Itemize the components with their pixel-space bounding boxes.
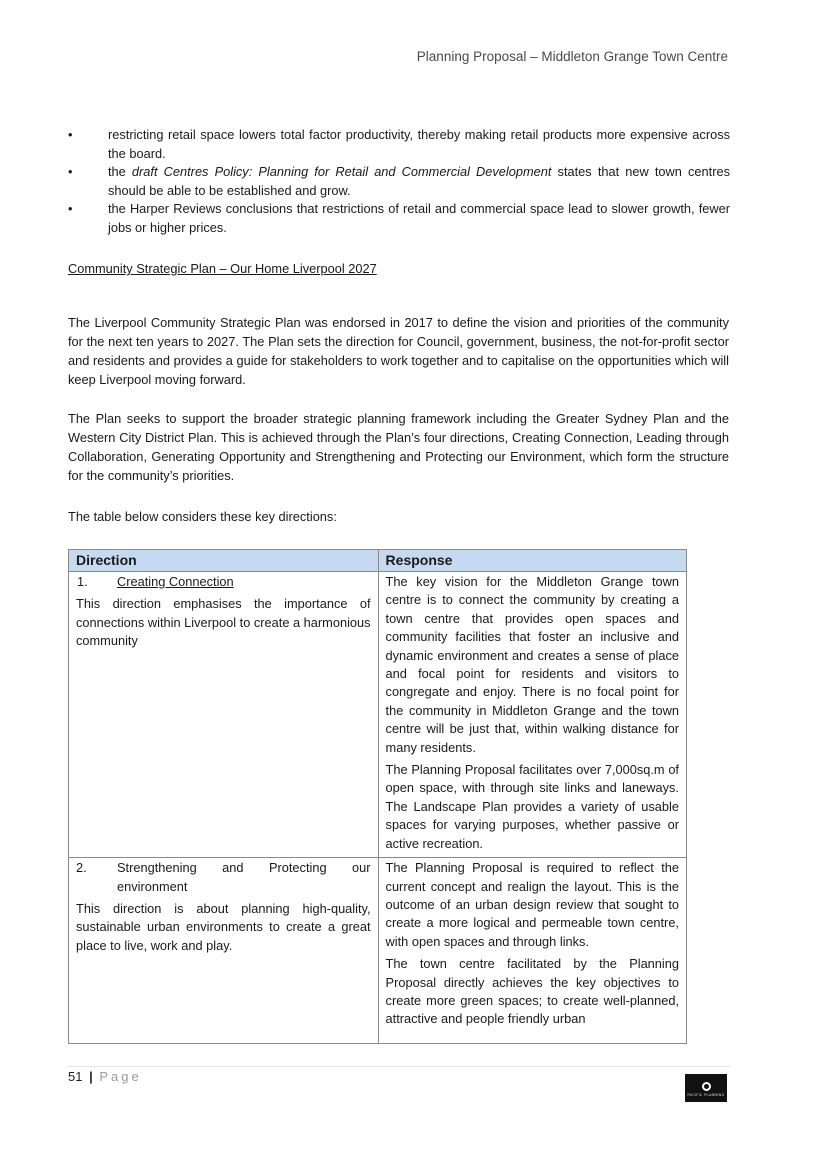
page-number-value: 51 (68, 1069, 83, 1084)
paragraph-plan-endorsed: The Liverpool Community Strategic Plan was endorsed in 2017 to define the vision and priorities of the community for the next ten years to 2027. The Plan sets the direction for Council, government, business, the not-for-profit sector and residents and provides a guide for stakeholders to work together and to capitalise on the opportunities which will keep Liverpool moving forward. (68, 315, 729, 387)
paragraph-table-intro: The table below considers these key directions: (68, 509, 337, 524)
bullet-item (68, 163, 730, 200)
response-cell (378, 572, 686, 858)
footer-divider (68, 1066, 730, 1067)
bullet-text-after: states that new town centres should be able to be established and grow. (108, 164, 730, 198)
logo-mark-icon (702, 1082, 711, 1091)
response-paragraph: The key vision for the Middleton Grange town centre is to connect the community by creating a town centre that provides open spaces and community facilities that foster an inclusive and dynamic environment and creates a sense of place and focal point for residents and visitors to congregate and enjoy. There is no focal point for the community in Middleton Grange and the town centre will be just that, within walking distance for many residents. (385, 574, 679, 755)
bullet-item (68, 126, 730, 163)
direction-title-line2: environment (117, 878, 188, 894)
response-paragraph: The Planning Proposal is required to reflect the current concept and realign the layout. This is the outcome of an urban design review that sought to create a more logical and permeable town centre, with open spaces and through links. (385, 860, 679, 949)
response-cell (378, 858, 686, 1044)
page-number-separator: | (89, 1069, 93, 1084)
policy-title-italic: draft Centres Policy: Planning for Retail and Commercial Development (131, 164, 552, 180)
paragraph-plan-support: The Plan seeks to support the broader strategic planning framework including the Greater Sydney Plan and the Western City District Plan. This is achieved through the Plan’s four directions, Creating Connection, Leading through Collaboration, Generating Opportunity and Strengthening and Protecting our Environment, which form the structure for the community’s priorities. (68, 411, 729, 483)
bullet-symbol: • (68, 127, 73, 142)
bullet-list (68, 126, 730, 238)
table-header-row (69, 550, 687, 572)
direction-number: 2. (76, 860, 87, 876)
table-row (69, 572, 687, 858)
header-response: Response (378, 550, 686, 572)
page-header-title: Planning Proposal – Middleton Grange Town Centre (416, 49, 728, 64)
bullet-symbol: • (68, 164, 73, 180)
response-paragraph: The Planning Proposal facilitates over 7,000sq.m of open space, with through site links and laneways. The Landscape Plan provides a variety of usable spaces for varying purposes, whether passive or active recreation. (385, 762, 679, 851)
logo-text: PACIFIC PLANNING (687, 1092, 725, 1097)
bullet-text-before: the (108, 164, 132, 180)
direction-cell (69, 858, 379, 1044)
direction-description: This direction emphasises the importance of connections within Liverpool to create a harmonious community (76, 596, 371, 649)
direction-cell (69, 572, 379, 858)
direction-title: Creating Connection (117, 574, 234, 589)
direction-heading (76, 859, 371, 896)
direction-title-line1: Strengthening and Protecting our (117, 860, 371, 876)
company-logo (685, 1074, 727, 1102)
response-paragraph: The town centre facilitated by the Planning Proposal directly achieves the key objectives to create more green spaces; to create well-planned, attractive and people friendly urban (385, 956, 679, 1027)
direction-heading (76, 573, 371, 591)
directions-table (68, 549, 687, 1044)
section-heading: Community Strategic Plan – Our Home Liverpool 2027 (68, 261, 377, 276)
table-row (69, 858, 687, 1044)
bullet-symbol: • (68, 201, 73, 217)
direction-description: This direction is about planning high-quality, sustainable urban environments to create a great place to live, work and play. (76, 900, 371, 953)
header-direction: Direction (69, 550, 379, 572)
page-number (68, 1069, 142, 1084)
bullet-text: restricting retail space lowers total factor productivity, thereby making retail products more expensive across the board. (108, 127, 730, 161)
page-word: Page (99, 1069, 142, 1084)
bullet-text: the Harper Reviews conclusions that restrictions of retail and commercial space lead to slower growth, fewer jobs or higher prices. (108, 201, 730, 235)
bullet-item (68, 200, 730, 237)
direction-number: 1. (77, 574, 88, 589)
